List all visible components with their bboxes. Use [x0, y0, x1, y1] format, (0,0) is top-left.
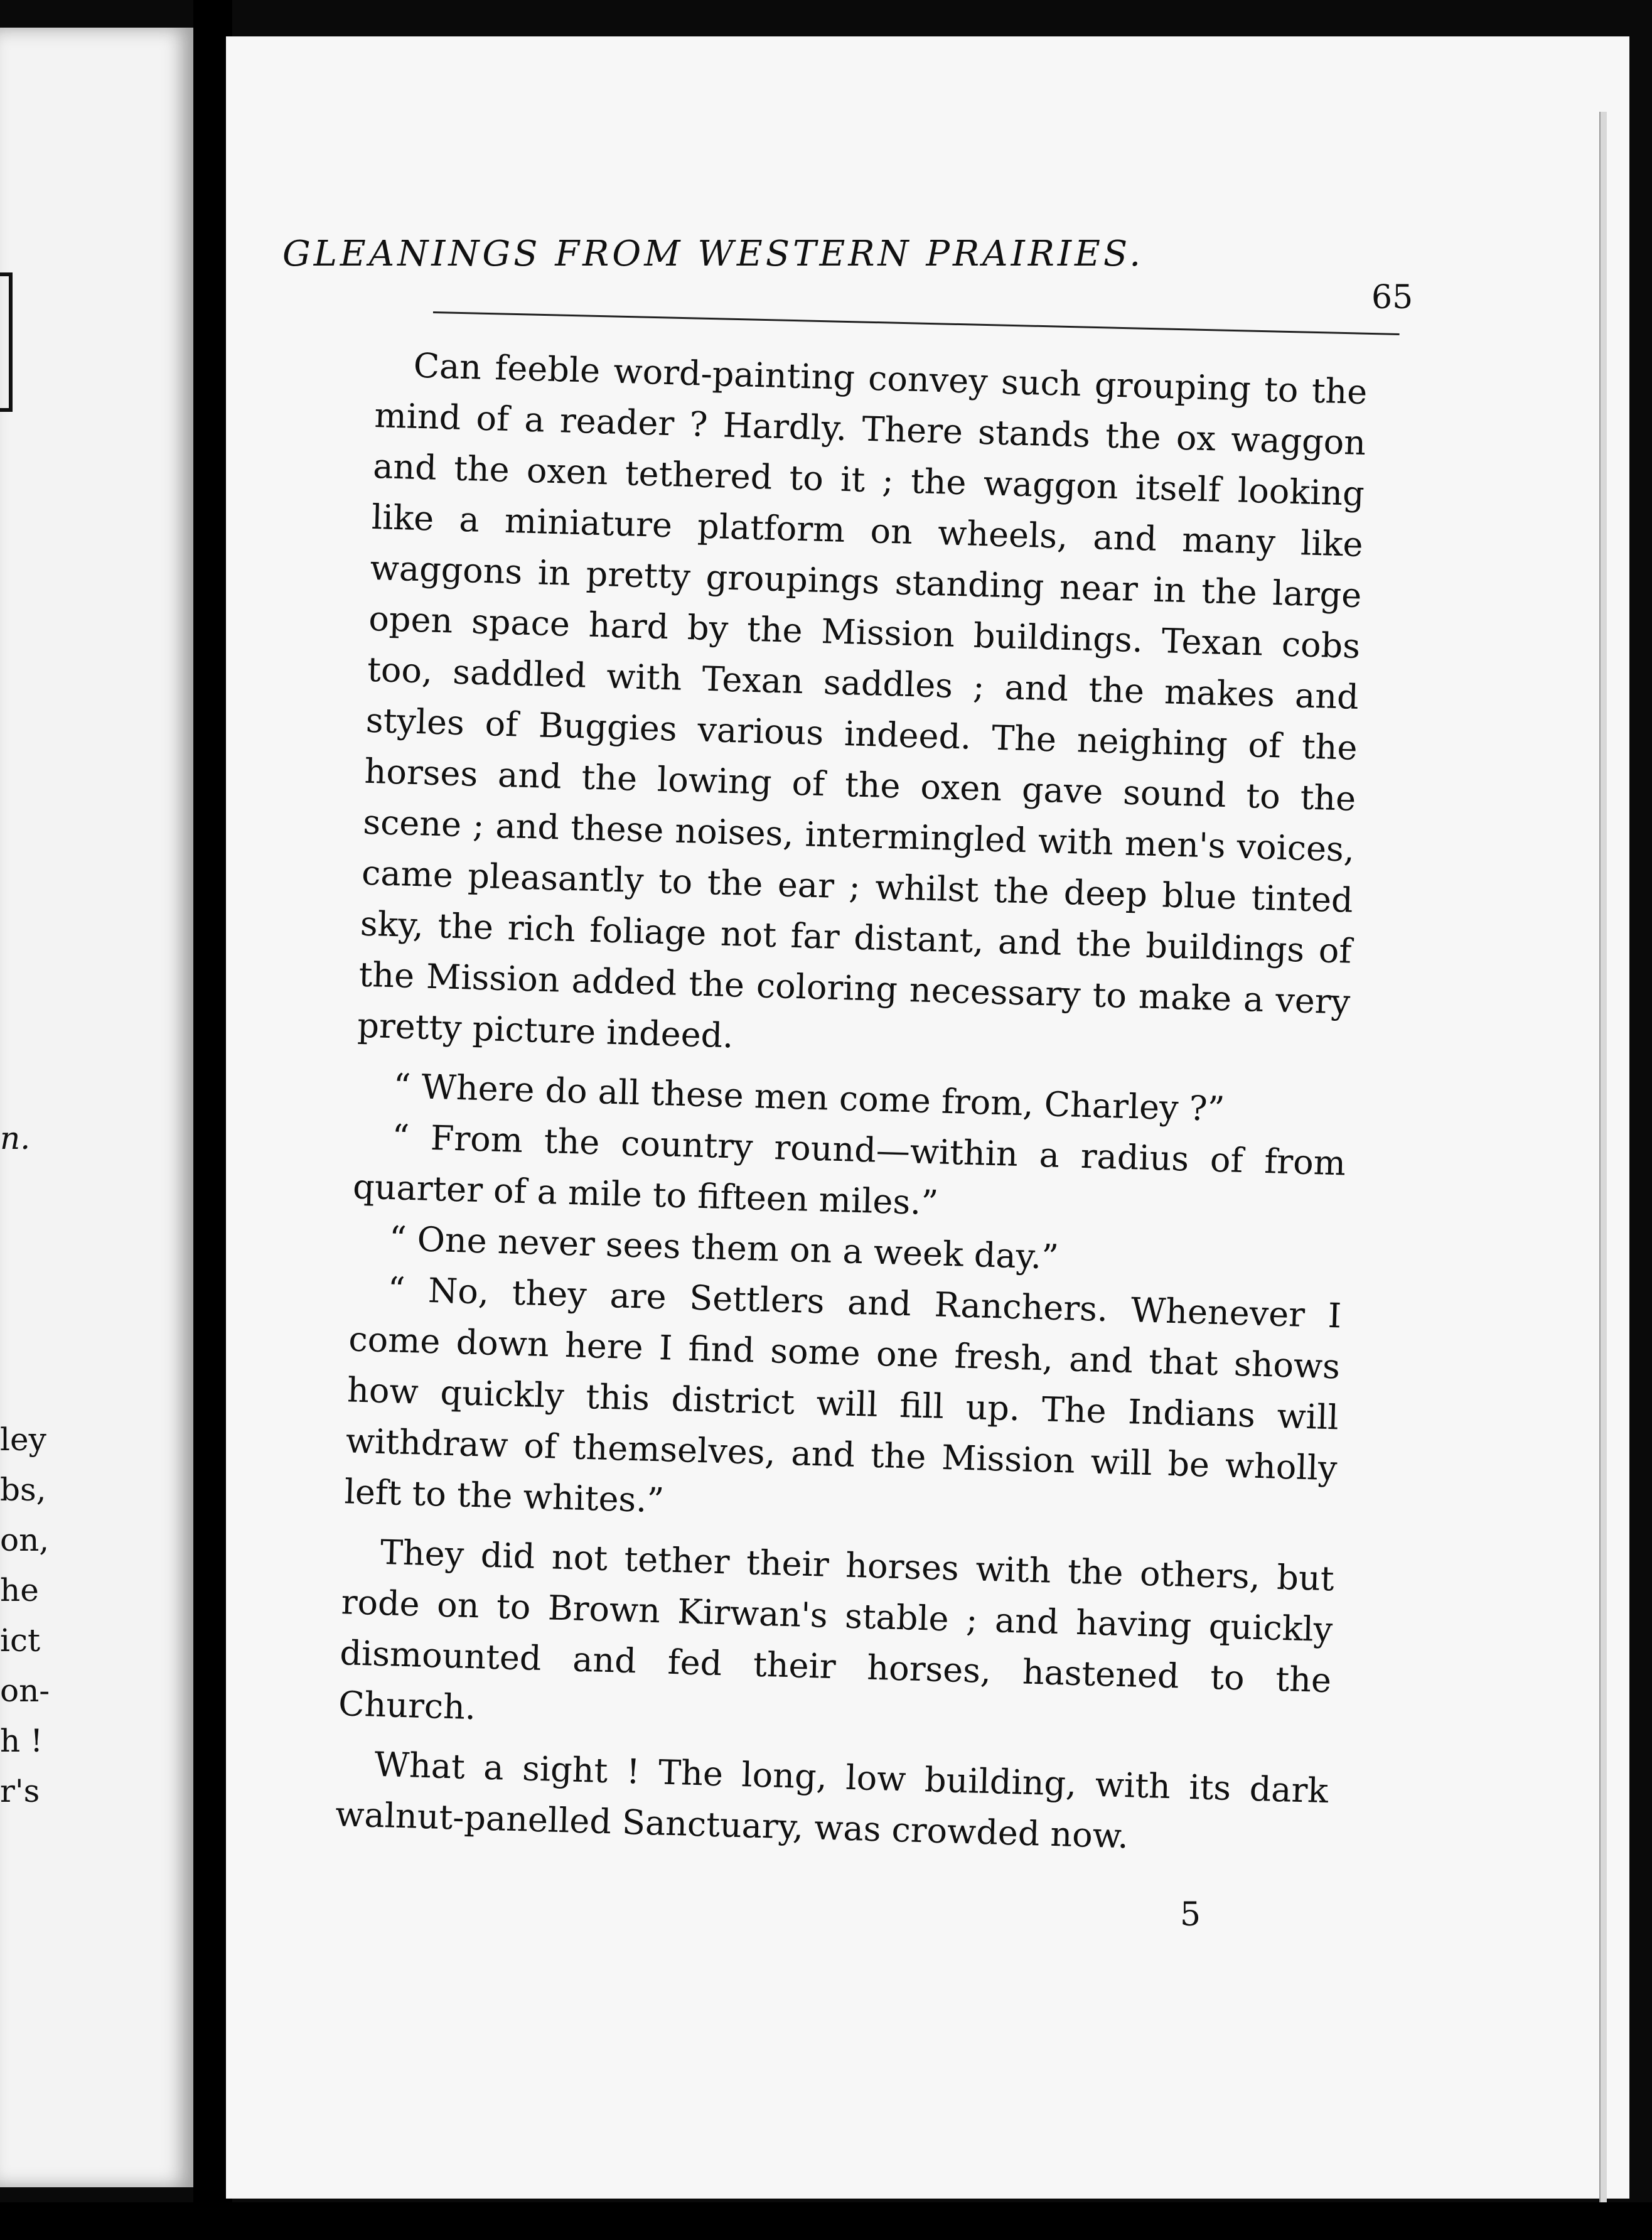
paragraph: “ No, they are Settlers and Ranchers. Whenever I come down here I find some one fresh, and that shows how quickly this district will fill up. The Indians will withdraw of themselves, and the Mission will be wholly left to the whites.” — [343, 1269, 1343, 1521]
left-fragment: h ! — [0, 1723, 43, 1759]
scan-bottom-edge — [0, 2202, 1652, 2240]
left-fragment: on, — [0, 1522, 50, 1558]
left-fragment: bs, — [0, 1472, 46, 1508]
paragraph: “ From the country round—within a radius of from quarter of a mile to fifteen miles.” — [352, 1117, 1346, 1223]
running-head: GLEANINGS FROM WESTERN PRAIRIES. — [282, 234, 1144, 274]
left-fragment: n. — [0, 1120, 31, 1156]
paragraph: They did not tether their horses with the others, but rode on to Brown Kirwan's stable ; and having quickly dismounted and fed their horses, hastened to the Church. — [338, 1532, 1335, 1728]
paragraph: “ One never sees them on a week day.” — [389, 1219, 1059, 1277]
paragraph: Can feeble word-painting convey such grouping to the mind of a reader ? Hardly. There stands the ox waggon and the oxen tethered to it ; the waggon itself looking like a miniature platform on wheels, and many like waggons in pretty groupings standing near in the large open space hard by the Mission buildings. Texan cobs too, saddled with Texan saddles ; and the makes and styles of Buggies various indeed. The neighing of the horses and the lowing of the oxen gave sound to the scene ; and these noises, intermingled with men's voices, came pleasantly to the ear ; whilst the deep blue tinted sky, the rich foliage not far distant, and the buildings of the Mission added the coloring necessary to make a very pretty picture indeed. — [357, 345, 1368, 1056]
left-fragment: on- — [0, 1672, 50, 1709]
left-fragment: ict — [0, 1622, 41, 1659]
paragraph: What a sight ! The long, low building, with its dark walnut-panelled Sanctuary, was crowded now. — [335, 1744, 1329, 1856]
page-edge — [1599, 112, 1607, 2221]
page-number: 65 — [1371, 279, 1413, 316]
left-fragment: ley — [0, 1421, 46, 1458]
left-page-frame-mark — [0, 272, 13, 412]
body-text — [335, 339, 1368, 1867]
left-fragment: r's — [0, 1773, 40, 1809]
signature-mark: 5 — [1180, 1896, 1201, 1934]
left-facing-page — [0, 28, 193, 2187]
paragraph: “ Where do all these men come from, Charley ?” — [392, 1066, 1226, 1129]
left-fragment: he — [0, 1572, 39, 1608]
